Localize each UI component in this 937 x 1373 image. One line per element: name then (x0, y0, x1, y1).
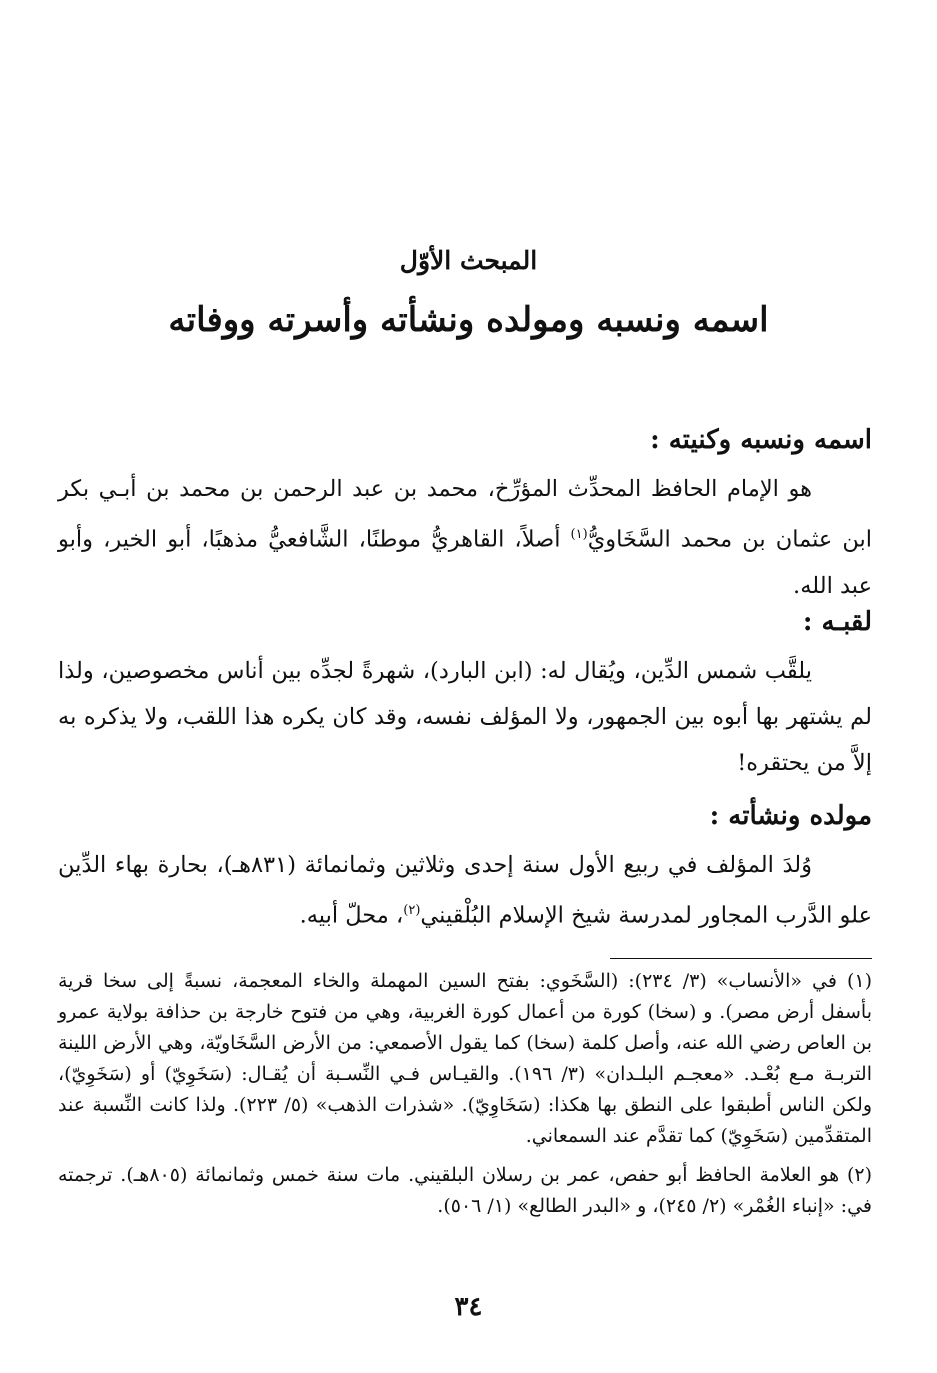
section-paragraph: يلقَّب شمس الدِّين، ويُقال له: (ابن البارد)، شهرةً لجدِّه بين أناس مخصوصين، ولذا لم يشتهر بها أبوه بين الجمهور، ولا المؤلف نفسه، وقد كان يكره هذا اللقب، ولا يذكره به إلاَّ من يحتقره! (58, 658, 872, 776)
paragraph-text: هو الإمام الحافظ المحدِّث المؤرِّخ، محمد بن عبد الرحمن بن محمد بن أبـي بكر ابن عثمان بن محمد السَّخَاويُّ (58, 476, 872, 553)
chapter-title: اسمه ونسبه ومولده ونشأته وأسرته ووفاته (168, 300, 769, 340)
footnote-1: (١) في «الأنساب» (٣/ ٢٣٤): (السَّخَوي: بفتح السين المهملة والخاء المعجمة، نسبةً إلى سخا قرية بأسفل أرض مصر). و (سخا) كورة من أعمال كورة الغربية، وهي من فتوح خارجة بن حذافة بولاية عمرو بن العاص رضي الله عنه، وأصل كلمة (سخا) كما يقول الأصمعي: من الأرض السَّخَاويّة، وهي الأرض اللينة التربـة مـع بُعْـد. «معجـم البلـدان» (٣/ ١٩٦). والقيـاس فـي النِّسـبة أن يُقـال: (سَخَوِيّ) أو (سَخَوِيّ)، ولكن الناس أطبقوا على النطق بها هكذا: (سَخَاوِيّ). «شذرات الذهب» (٥/ ٢٢٣). ولذا كانت النِّسبة عند المتقدِّمين (سَخَوِيّ) كما تقدَّم عند السمعاني. (58, 970, 872, 1147)
footnotes (58, 966, 872, 1222)
section-title: اسمه ونسبه وكنيته : (650, 425, 872, 455)
section-title: لقبـه : (802, 607, 872, 637)
paragraph-text: وُلدَ المؤلف في ربيع الأول سنة إحدى وثلاثين وثمانمائة (٨٣١هـ)، بحارة بهاء الدِّين علو الدَّرب المجاور لمدرسة شيخ الإسلام البُلْقيني (58, 852, 872, 929)
footnote-ref: (١) (570, 527, 588, 542)
footnote-ref: (٢) (403, 903, 421, 918)
section-paragraph (58, 842, 872, 939)
footnote-divider (610, 958, 872, 959)
section-paragraph (58, 466, 872, 609)
page-number: ٣٤ (454, 1292, 483, 1322)
section-birth-upbringing (58, 796, 872, 939)
paragraph-text: أصلاً، القاهريُّ موطنًا، الشَّافعيُّ مذهبًا، أبو الخير، وأبو عبد الله. (58, 526, 872, 599)
section-name-lineage (58, 420, 872, 609)
footnote-2: (٢) هو العلامة الحافظ أبو حفص، عمر بن رسلان البلقيني. مات سنة خمس وثمانمائة (٨٠٥هـ). ترجمته في: «إنباء الغُمْر» (٢/ ٢٤٥)، و «البدر الطالع» (١/ ٥٠٦). (58, 1164, 872, 1217)
chapter-subtitle: المبحث الأوّل (399, 246, 538, 275)
section-title: مولده ونشأته : (709, 801, 872, 831)
paragraph-text: ، محلّ أبيه. (299, 902, 404, 929)
section-title-laqab (58, 602, 872, 786)
